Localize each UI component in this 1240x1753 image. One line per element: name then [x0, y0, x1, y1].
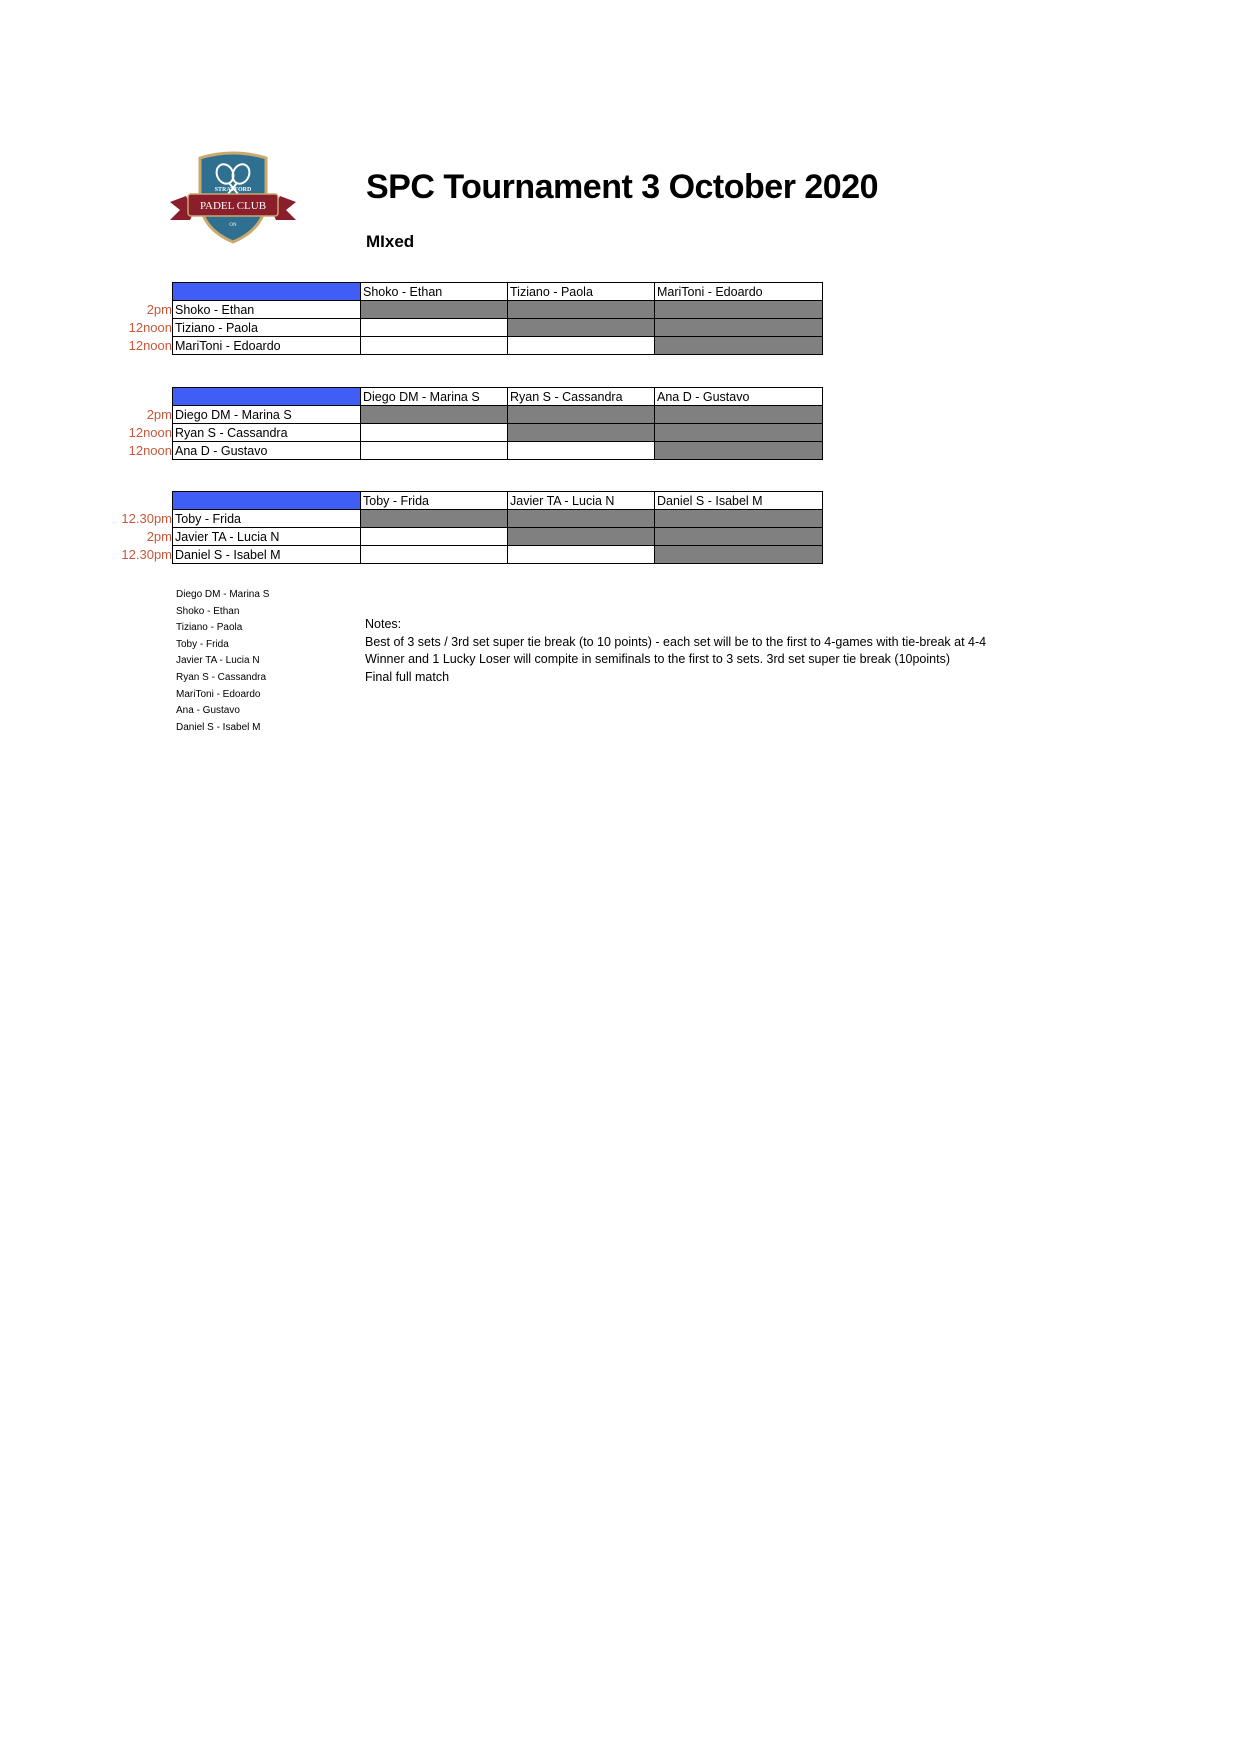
list-item: Shoko - Ethan: [176, 605, 240, 617]
match-time: 2pm: [146, 407, 172, 422]
match-times: [120, 510, 172, 564]
score-cell[interactable]: [361, 337, 508, 355]
match-time: 12.30pm: [121, 547, 172, 562]
table-row: [173, 301, 823, 319]
row-team-label: Tiziano - Paola: [173, 319, 361, 337]
match-time: 2pm: [146, 302, 172, 317]
score-cell[interactable]: [361, 424, 508, 442]
notes-section: [365, 616, 986, 686]
table-header-row: [173, 283, 823, 301]
round-robin-table: [172, 387, 823, 460]
notes-line: Winner and 1 Lucky Loser will compite in semifinals to the first to 3 sets. 3rd set super tie break (10points): [365, 652, 950, 666]
column-header: Daniel S - Isabel M: [655, 492, 823, 510]
score-cell[interactable]: [361, 546, 508, 564]
notes-line: Best of 3 sets / 3rd set super tie break (to 10 points) - each set will be to the first to 4-games with tie-break at 4-4: [365, 634, 987, 649]
score-cell-disabled: [508, 510, 655, 528]
row-team-label: Toby - Frida: [173, 510, 361, 528]
table-row: [173, 528, 823, 546]
score-cell-disabled: [508, 319, 655, 337]
column-header: MariToni - Edoardo: [655, 283, 823, 301]
table-header-row: [173, 492, 823, 510]
table-header-row: [173, 388, 823, 406]
score-cell-disabled: [655, 528, 823, 546]
score-cell[interactable]: [361, 528, 508, 546]
score-cell-disabled: [361, 510, 508, 528]
list-item: Ana - Gustavo: [176, 705, 240, 717]
page-title: SPC Tournament 3 October 2020: [366, 168, 879, 206]
logo-main-text: PADEL CLUB: [199, 200, 267, 212]
notes-heading: Notes:: [365, 617, 402, 631]
list-item: Javier TA - Lucia N: [176, 655, 260, 667]
table-row: [173, 406, 823, 424]
header-corner-cell: [173, 388, 361, 406]
score-cell-disabled: [508, 301, 655, 319]
table-row: [173, 510, 823, 528]
row-team-label: Ana D - Gustavo: [173, 442, 361, 460]
score-cell-disabled: [508, 406, 655, 424]
score-cell-disabled: [655, 337, 823, 355]
list-item: Diego DM - Marina S: [176, 589, 270, 600]
score-cell-disabled: [508, 424, 655, 442]
match-time: 12.30pm: [121, 511, 172, 526]
column-header: Javier TA - Lucia N: [508, 492, 655, 510]
score-cell-disabled: [655, 424, 823, 442]
column-header: Ryan S - Cassandra: [508, 388, 655, 406]
score-cell-disabled: [361, 406, 508, 424]
score-cell-disabled: [655, 319, 823, 337]
match-time: 12noon: [128, 425, 172, 440]
match-time: 12noon: [128, 320, 172, 335]
match-time: 12noon: [128, 338, 172, 353]
table-row: [173, 546, 823, 564]
row-team-label: Ryan S - Cassandra: [173, 424, 361, 442]
header-corner-cell: [173, 283, 361, 301]
score-cell[interactable]: [361, 442, 508, 460]
row-team-label: Daniel S - Isabel M: [173, 546, 361, 564]
score-cell-disabled: [655, 510, 823, 528]
round-robin-table: [172, 491, 823, 564]
column-header: Diego DM - Marina S: [361, 388, 508, 406]
list-item: Tiziano - Paola: [176, 622, 243, 634]
list-item: Ryan S - Cassandra: [176, 671, 267, 683]
table-row: [173, 442, 823, 460]
table-row: [173, 424, 823, 442]
table-row: [173, 319, 823, 337]
row-team-label: Diego DM - Marina S: [173, 406, 361, 424]
table-row: [173, 337, 823, 355]
score-cell-disabled: [361, 301, 508, 319]
score-cell-disabled: [655, 442, 823, 460]
round-robin-table: [172, 282, 823, 355]
score-cell-disabled: [655, 546, 823, 564]
match-time: 2pm: [146, 529, 172, 544]
score-cell-disabled: [508, 528, 655, 546]
row-team-label: MariToni - Edoardo: [173, 337, 361, 355]
padel-club-logo: [168, 150, 298, 246]
logo-bottom-text: ON: [229, 223, 237, 228]
match-time: 12noon: [128, 443, 172, 458]
list-item: MariToni - Edoardo: [176, 688, 261, 700]
score-cell[interactable]: [508, 546, 655, 564]
notes-line: Final full match: [365, 669, 450, 684]
header-corner-cell: [173, 492, 361, 510]
score-cell[interactable]: [508, 442, 655, 460]
page-subtitle: MIxed: [366, 232, 415, 251]
column-header: Toby - Frida: [361, 492, 508, 510]
row-team-label: Shoko - Ethan: [173, 301, 361, 319]
column-header: Tiziano - Paola: [508, 283, 655, 301]
team-list: [176, 587, 269, 736]
score-cell-disabled: [655, 406, 823, 424]
score-cell-disabled: [655, 301, 823, 319]
score-cell[interactable]: [361, 319, 508, 337]
logo-top-text: STRATFORD: [214, 187, 252, 193]
row-team-label: Javier TA - Lucia N: [173, 528, 361, 546]
list-item: Daniel S - Isabel M: [176, 721, 261, 733]
match-times: [120, 301, 172, 355]
column-header: Ana D - Gustavo: [655, 388, 823, 406]
match-times: [120, 406, 172, 460]
column-header: Shoko - Ethan: [361, 283, 508, 301]
list-item: Toby - Frida: [176, 638, 229, 650]
score-cell[interactable]: [508, 337, 655, 355]
